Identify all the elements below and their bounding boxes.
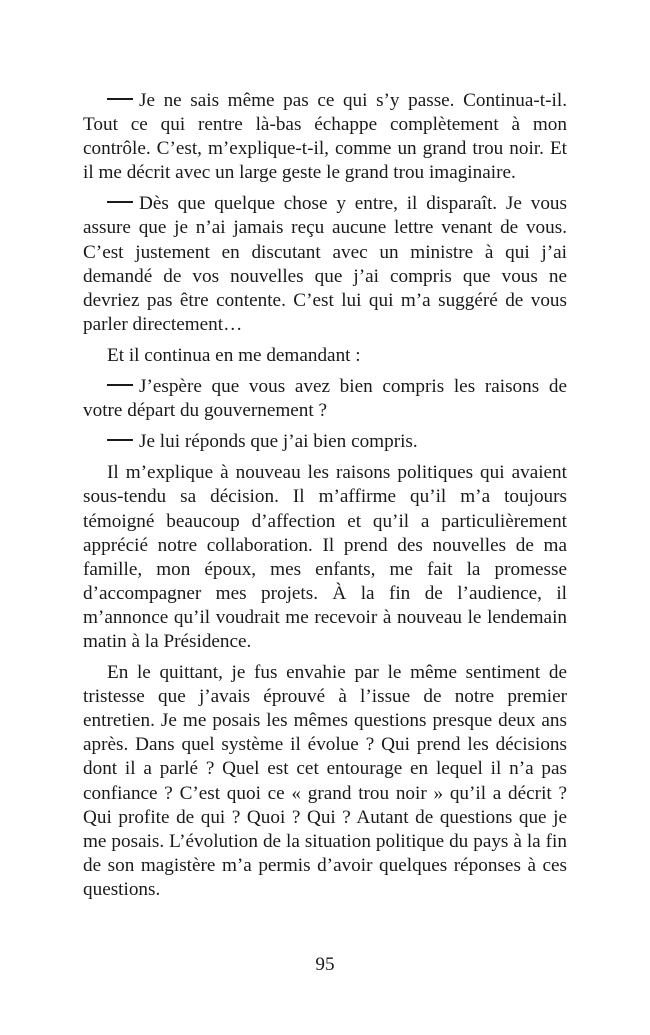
- paragraph-1: [83, 89, 567, 185]
- em-dash: [107, 439, 133, 441]
- paragraph-text: Dès que quelque chose y entre, il disparaît. Je vous assure que je n’ai jamais reçu aucune lettre venant de vous. C’est justement en discutant avec un ministre à qui j’ai demandé de vos nouvelles que j’ai compris que vous ne devriez pas être contente. C’est lui qui m’a suggéré de vous parler directement…: [83, 193, 567, 335]
- paragraph-text: Il m’explique à nouveau les raisons politiques qui avaient sous-tendu sa décision. Il m’affirme qu’il m’a toujours témoigné beaucoup d’affection et qu’il a particulièrement apprécié notre collaboration. Il prend des nouvelles de ma famille, mon époux, mes enfants, me fait la promesse d’accompagner mes projets. À la fin de l’audience, il m’annonce qu’il voudrait me recevoir à nouveau le lendemain matin à la Présidence.: [83, 462, 567, 652]
- paragraph-2: [83, 192, 567, 337]
- em-dash: [107, 384, 133, 386]
- paragraph-text: J’espère que vous avez bien compris les raisons de votre départ du gouvernement ?: [83, 376, 567, 422]
- paragraph-7: [83, 661, 567, 902]
- paragraph-text: Je ne sais même pas ce qui s’y passe. Continua-t-il. Tout ce qui rentre là-bas échappe complètement à mon contrôle. C’est, m’explique-t-il, comme un grand trou noir. Et il me décrit avec un large geste le grand trou imaginaire.: [83, 90, 567, 184]
- paragraph-5: [83, 430, 567, 454]
- em-dash: [107, 98, 133, 100]
- paragraph-6: [83, 461, 567, 654]
- page-body: [83, 89, 567, 902]
- paragraph-3: [83, 344, 567, 368]
- paragraph-text: Et il continua en me demandant :: [107, 344, 361, 366]
- paragraph-text: En le quittant, je fus envahie par le même sentiment de tristesse que j’avais éprouvé à l’issue de notre premier entretien. Je me posais les mêmes questions presque deux ans après. Dans quel système il évolue ? Qui prend les décisions dont il a parlé ? Quel est cet entourage en lequel il n’a pas confiance ? C’est quoi ce « grand trou noir » qu’il a décrit ? Qui profite de qui ? Quoi ? Qui ? Autant de questions que je me posais. L’évolution de la situation politique du pays à la fin de son magistère m’a permis d’avoir quelques réponses à ces questions.: [83, 662, 567, 900]
- paragraph-4: [83, 375, 567, 423]
- page-number: 95: [315, 954, 335, 975]
- paragraph-text: Je lui réponds que j’ai bien compris.: [139, 431, 418, 453]
- em-dash: [107, 201, 133, 203]
